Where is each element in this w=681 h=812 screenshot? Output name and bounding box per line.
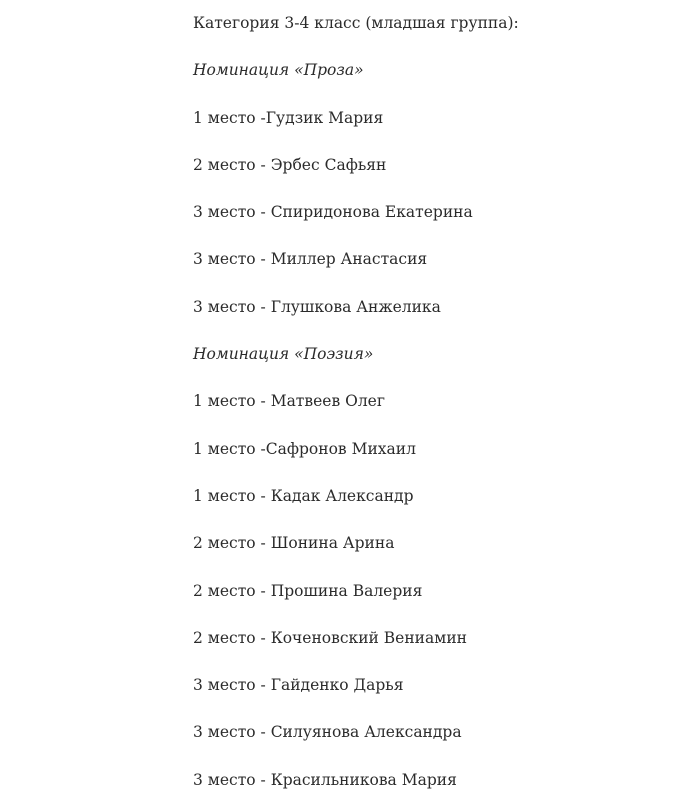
prose-winners-list <box>193 103 663 339</box>
results-article <box>193 8 663 812</box>
list-item: 1 место - Матвеев Олег <box>193 392 385 411</box>
list-item: 2 место - Прошина Валерия <box>193 581 423 600</box>
nomination-prose-heading: Номинация «Проза» <box>193 61 364 80</box>
list-item: 2 место - Эрбес Сафьян <box>193 155 387 174</box>
list-item: 2 место - Шонина Арина <box>193 534 395 553</box>
nomination-poetry-heading: Номинация «Поэзия» <box>193 345 374 364</box>
poetry-winners-list <box>193 386 663 812</box>
list-item: 3 место - Гайденко Дарья <box>193 676 404 695</box>
category-heading: Категория 3-4 класс (младшая группа): <box>193 14 519 32</box>
list-item: 1 место -Сафронов Михаил <box>193 439 416 458</box>
list-item: 3 место - Глушкова Анжелика <box>193 297 441 316</box>
list-item: 2 место - Коченовский Вениамин <box>193 628 467 647</box>
list-item: 1 место - Кадак Александр <box>193 486 414 505</box>
list-item: 3 место - Силуянова Александра <box>193 723 462 742</box>
list-item: 3 место - Миллер Анастасия <box>193 250 428 269</box>
list-item: 3 место - Красильникова Мария <box>193 770 457 789</box>
list-item: 1 место -Гудзик Мария <box>193 108 384 127</box>
list-item: 3 место - Спиридонова Екатерина <box>193 203 473 222</box>
